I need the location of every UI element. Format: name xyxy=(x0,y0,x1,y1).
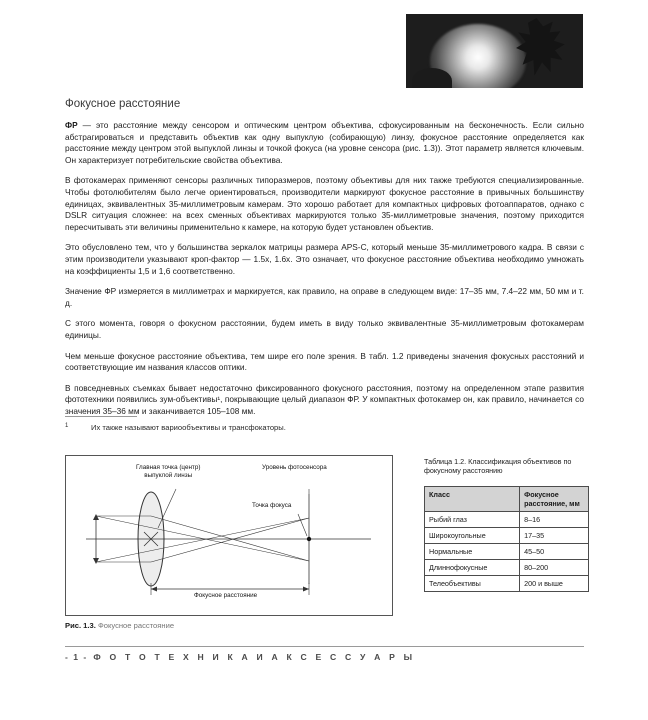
footnote-marker: 1 xyxy=(65,423,69,429)
table-cell-focal: 80–200 xyxy=(520,560,589,576)
paragraph-1-lead: ФР xyxy=(65,120,78,130)
table-row xyxy=(425,512,589,528)
figure-caption xyxy=(65,621,174,630)
table-row xyxy=(425,560,589,576)
table-row xyxy=(425,576,589,592)
table-title: Таблица 1.2. Классификация объективов по фокусному расстоянию xyxy=(424,457,572,476)
figure-label-focal-distance: Фокусное расстояние xyxy=(194,592,258,599)
paragraph-2: В фотокамерах применяют сенсоры различных типоразмеров, поэтому объективы для них также требуются специализированные. Чтобы фотолюбителям было легче ориентироваться, производители маркируют фокусное расстояние в привычных большинству единицах, эквивалентных 35-миллиметровым камерам. Это хорошо работает для компактных цифровых фотоаппаратов, однако с DSLR ситуация сложнее: на всех сменных объективах маркируются только 35-миллиметровые значения, поэтому приходится пересчитывать эти величины применительно к камере, на которую будет установлен объектив. xyxy=(65,175,584,232)
paragraph-7: В повседневных съемках бывает недостаточно фиксированного фокусного расстояния, поэтому на определенном этапе развития фототехники появились зум-объективы¹, покрывающие целый диапазон ФР. У компактных фотокамер он, как правило, начинается со значения 35–36 мм и заканчивается 105–108 мм. xyxy=(65,382,584,416)
figure-label-center-point: Главная точка (центр) выпуклой линзы xyxy=(136,464,201,479)
table-cell-focal: 200 и выше xyxy=(520,576,589,592)
footnote-divider xyxy=(65,416,137,417)
paragraph-1 xyxy=(65,120,584,166)
paragraph-3: Это обусловлено тем, что у большинства зеркалок матрицы размера APS-C, который меньше 35-миллиметрового кадра. В связи с этим производители указывают кроп-фактор — 1.5x, 1.6x. Это означает, что фокусное расстояние объектива необходимо умножать на коэффициенты 1,5 и 1,6 соответственно. xyxy=(65,242,584,276)
page-number: - 1 - xyxy=(65,652,88,662)
header-photo xyxy=(406,14,583,88)
figure-focal-distance xyxy=(65,455,393,616)
table-cell-class: Широкоугольные xyxy=(425,528,520,544)
figure-label-focus-point: Точка фокуса xyxy=(252,502,292,509)
footer-divider xyxy=(65,646,584,647)
footer xyxy=(65,652,415,662)
figure-caption-number: Рис. 1.3. xyxy=(65,621,96,630)
table-row xyxy=(425,544,589,560)
figure-caption-text: Фокусное расстояние xyxy=(95,621,175,630)
table-cell-focal: 8–16 xyxy=(520,512,589,528)
paragraph-5: С этого момента, говоря о фокусном расстоянии, будем иметь в виду только эквивалентные 35-миллиметровым фотокамерам единицы. xyxy=(65,318,584,340)
paragraph-1-text: — это расстояние между сенсором и оптическим центром объектива, сфокусированным на бесконечность. Если сильно абстрагироваться и представить объектив как одну выпуклую (собирающую) линзу, фокусное расстояние определяется как расстояние между центром этой выпуклой линзы и точкой фокуса (на уровне сенсора (рис. 1.3)). Этот параметр является ключевым. Он характеризует потребительские свойства объектива. xyxy=(65,120,584,165)
page-title: Фокусное расстояние xyxy=(65,98,181,110)
figure-label-sensor-level: Уровень фотосенсора xyxy=(262,464,327,471)
lens-classification-table xyxy=(424,486,589,592)
paragraph-6: Чем меньше фокусное расстояние объектива, тем шире его поле зрения. В табл. 1.2 приведены значения фокусных расстояний и соответствующие им названия классов оптики. xyxy=(65,350,584,373)
table-header-class: Класс xyxy=(425,487,520,512)
table-cell-focal: 45–50 xyxy=(520,544,589,560)
table-cell-class: Телеобъективы xyxy=(425,576,520,592)
footer-title: Ф О Т О Т Е Х Н И К А И А К С Е С С У А Р Ы xyxy=(93,652,416,662)
footnote xyxy=(65,423,485,432)
table-cell-focal: 17–35 xyxy=(520,528,589,544)
table-header-focal: Фокусное расстояние, мм xyxy=(520,487,589,512)
paragraph-4: Значение ФР измеряется в миллиметрах и маркируется, как правило, на оправе в следующем виде: 17–35 мм, 7.4–22 мм, 50 мм и т. д. xyxy=(65,286,584,308)
table-cell-class: Нормальные xyxy=(425,544,520,560)
footnote-text: Их также называют вариообъективы и трансфокаторы. xyxy=(91,423,286,432)
table-cell-class: Длиннофокусные xyxy=(425,560,520,576)
table-row xyxy=(425,528,589,544)
article-content xyxy=(65,98,584,426)
photo-silhouette-secondary-icon xyxy=(412,68,452,88)
table-header-row xyxy=(425,487,589,512)
table-cell-class: Рыбий глаз xyxy=(425,512,520,528)
